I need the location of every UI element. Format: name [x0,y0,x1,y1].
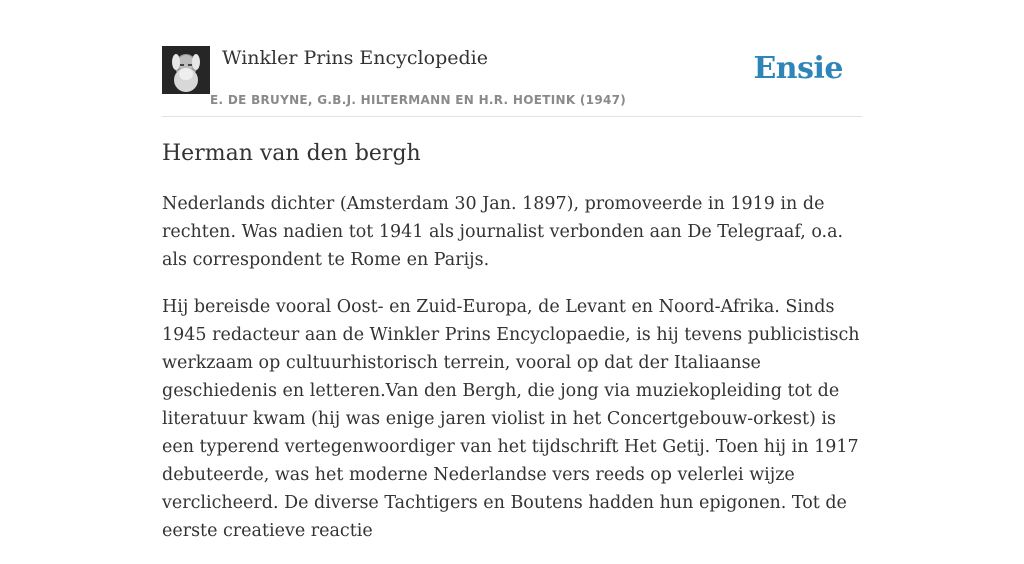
portrait-icon [162,46,210,94]
page-header [162,46,862,117]
brand-logo-link[interactable]: Ensie [753,51,843,86]
site-name-link[interactable]: Winkler Prins Encyclopedie [222,47,488,69]
article-paragraph: Nederlands dichter (Amsterdam 30 Jan. 1897), promoveerde in 1919 in de rechten. Was nadien tot 1941 als journalist verbonden aan De Telegraaf, o.a. als correspondent te Rome en Parijs. [162,194,844,270]
author-avatar[interactable] [162,46,210,94]
article-paragraph: Hij bereisde vooral Oost- en Zuid-Europa, de Levant en Noord-Afrika. Sinds 1945 redacteur aan de Winkler Prins Encyclopaedie, is hij tevens publicistisch werkzaam op cultuurhistorisch terrein, vooral op dat der Italiaanse geschiedenis en letteren.Van den Bergh, die jong via muziekopleiding tot de literatuur kwam (hij was enige jaren violist in het Concertgebouw-orkest) is een typerend vertegenwoordiger van het tijdschrift Het Getij. Toen hij in 1917 debuteerde, was het moderne Nederlandse vers reeds op velerlei wijze verclicheerd. De diverse Tachtigers en Boutens hadden hun epigonen. Tot de eerste creatieve reactie [162,297,860,541]
authors-credit: E. DE BRUYNE, G.B.J. HILTERMANN EN H.R. HOETINK (1947) [210,93,627,107]
article-title: Herman van den bergh [162,141,421,166]
article-body [162,138,864,564]
